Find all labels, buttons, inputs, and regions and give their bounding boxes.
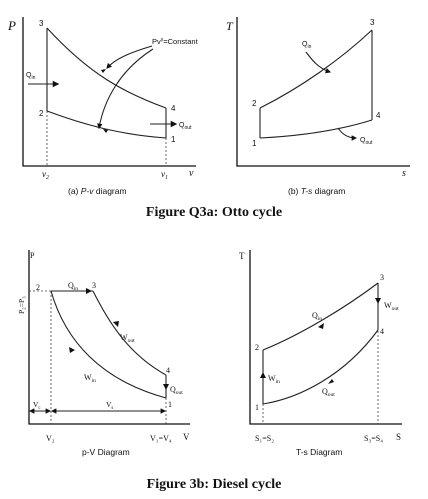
otto-pv-pointer-upper xyxy=(107,46,152,68)
otto-ts-axes xyxy=(237,17,410,166)
otto-ts-point-4: 4 xyxy=(376,111,381,120)
otto-pv-axis-x-label: v xyxy=(189,168,194,179)
diesel-ts-point-1: 1 xyxy=(255,403,259,412)
otto-ts-point-1: 1 xyxy=(252,139,257,148)
diesel-ts-tick-s3: S₃=S₄ xyxy=(364,434,383,443)
diesel-ts-point-4: 4 xyxy=(380,327,384,336)
diesel-ts-tick-s1: S₁=S₂ xyxy=(255,434,274,443)
diesel-pv-tick-v2: V₂ xyxy=(46,434,55,443)
otto-ts-heat-rejection-curve xyxy=(260,120,372,138)
otto-ts-qout-arrow xyxy=(338,128,356,138)
otto-ts-caption: (b) T-s diagram xyxy=(288,186,346,196)
diesel-pv-expansion-curve xyxy=(93,291,166,375)
diesel-ts-axis-x-label: S xyxy=(396,432,402,442)
diesel-pv-win-label: $W_{in}$ xyxy=(84,373,96,384)
diesel-pv-axis-x-label: V xyxy=(183,432,190,442)
diesel-ts-heat-rejection-curve xyxy=(263,330,378,404)
otto-ts-diagram xyxy=(226,17,410,196)
diesel-pv-wout-label: $W_{out}$ xyxy=(120,333,135,344)
otto-pv-expansion-curve xyxy=(47,28,166,108)
otto-pv-qout-label: $Q_{out}$ xyxy=(179,122,192,131)
diesel-ts-qout-label: $Q_{out}$ xyxy=(322,387,335,398)
diesel-pv-qout-label: $Q_{out}$ xyxy=(170,385,183,396)
diesel-pv-point-4: 4 xyxy=(166,366,170,375)
otto-ts-qin-label: $Q_{in}$ xyxy=(302,41,312,50)
diesel-pv-compression-arrow xyxy=(69,347,75,353)
diesel-ts-heat-addition-arrow xyxy=(318,323,324,329)
otto-pv-compression-curve xyxy=(47,111,166,138)
diesel-ts-expansion-arrow xyxy=(375,298,381,304)
diesel-ts-compression-arrow xyxy=(260,372,266,378)
diesel-pv-vs-label: $V_s$ xyxy=(106,400,114,411)
otto-pv-diagram xyxy=(7,17,199,196)
diesel-ts-wout-label: $W_{out}$ xyxy=(384,301,399,312)
otto-figure-title: Figure Q3a: Otto cycle xyxy=(145,205,283,220)
diesel-pv-point-3: 3 xyxy=(92,281,96,290)
diesel-ts-heat-rejection-arrow xyxy=(328,379,334,384)
otto-ts-heat-addition-curve xyxy=(260,30,372,108)
otto-pv-isentropic-label: $Pv^\gamma=Constant$ xyxy=(152,37,198,46)
diesel-pv-point-1: 1 xyxy=(168,400,172,409)
diesel-ts-point-2: 2 xyxy=(255,343,259,352)
diesel-pv-qin-label: $Q_{in}$ xyxy=(68,281,79,292)
diesel-pv-axis-y-label: P xyxy=(30,251,35,260)
diesel-pv-point-2: 2 xyxy=(36,283,40,292)
otto-ts-qout-label: $Q_{out}$ xyxy=(360,137,373,146)
otto-pv-tick-v1: $v_1$ xyxy=(161,169,168,181)
otto-pv-caption: (a) P-v diagram xyxy=(68,186,127,196)
diesel-ts-diagram xyxy=(239,250,402,457)
otto-pv-expansion-arrow xyxy=(101,69,106,73)
otto-pv-point-4: 4 xyxy=(171,104,176,113)
diesel-pv-tick-v1: V₁=V₄ xyxy=(150,434,172,443)
diesel-figure-title: Figure 3b: Diesel cycle xyxy=(146,477,282,492)
otto-ts-qin-arrow xyxy=(306,52,330,72)
otto-pv-pointer-lower xyxy=(99,49,153,128)
otto-ts-axis-x-label: s xyxy=(402,168,406,179)
diesel-ts-qin-label: $Q_{in}$ xyxy=(312,311,323,322)
otto-ts-axis-y-label: T xyxy=(226,19,233,33)
diesel-pv-compression-curve xyxy=(51,291,166,398)
otto-ts-point-2: 2 xyxy=(252,99,257,108)
otto-pv-qin-label: $Q_{in}$ xyxy=(26,72,36,81)
diesel-ts-win-label: $W_{in}$ xyxy=(268,374,280,385)
otto-ts-point-3: 3 xyxy=(370,18,375,27)
diesel-pv-y-tick: P₂=P₃ xyxy=(17,296,26,314)
otto-pv-point-1: 1 xyxy=(171,135,176,144)
diesel-pv-vc-label: $V_c$ xyxy=(33,400,41,411)
diesel-pv-caption: p-V Diagram xyxy=(82,447,130,457)
diesel-ts-caption: T-s Diagram xyxy=(296,447,343,457)
otto-pv-tick-v2: $v_2$ xyxy=(42,169,49,181)
otto-pv-axis-y-label: P xyxy=(8,18,16,33)
otto-pv-point-2: 2 xyxy=(39,109,44,118)
diesel-ts-axis-y-label: T xyxy=(239,251,245,261)
otto-pv-point-3: 3 xyxy=(39,19,44,28)
diesel-pv-heat-rejection-arrow xyxy=(163,384,169,390)
diesel-pv-diagram xyxy=(17,250,190,457)
diesel-ts-point-3: 3 xyxy=(380,273,384,282)
